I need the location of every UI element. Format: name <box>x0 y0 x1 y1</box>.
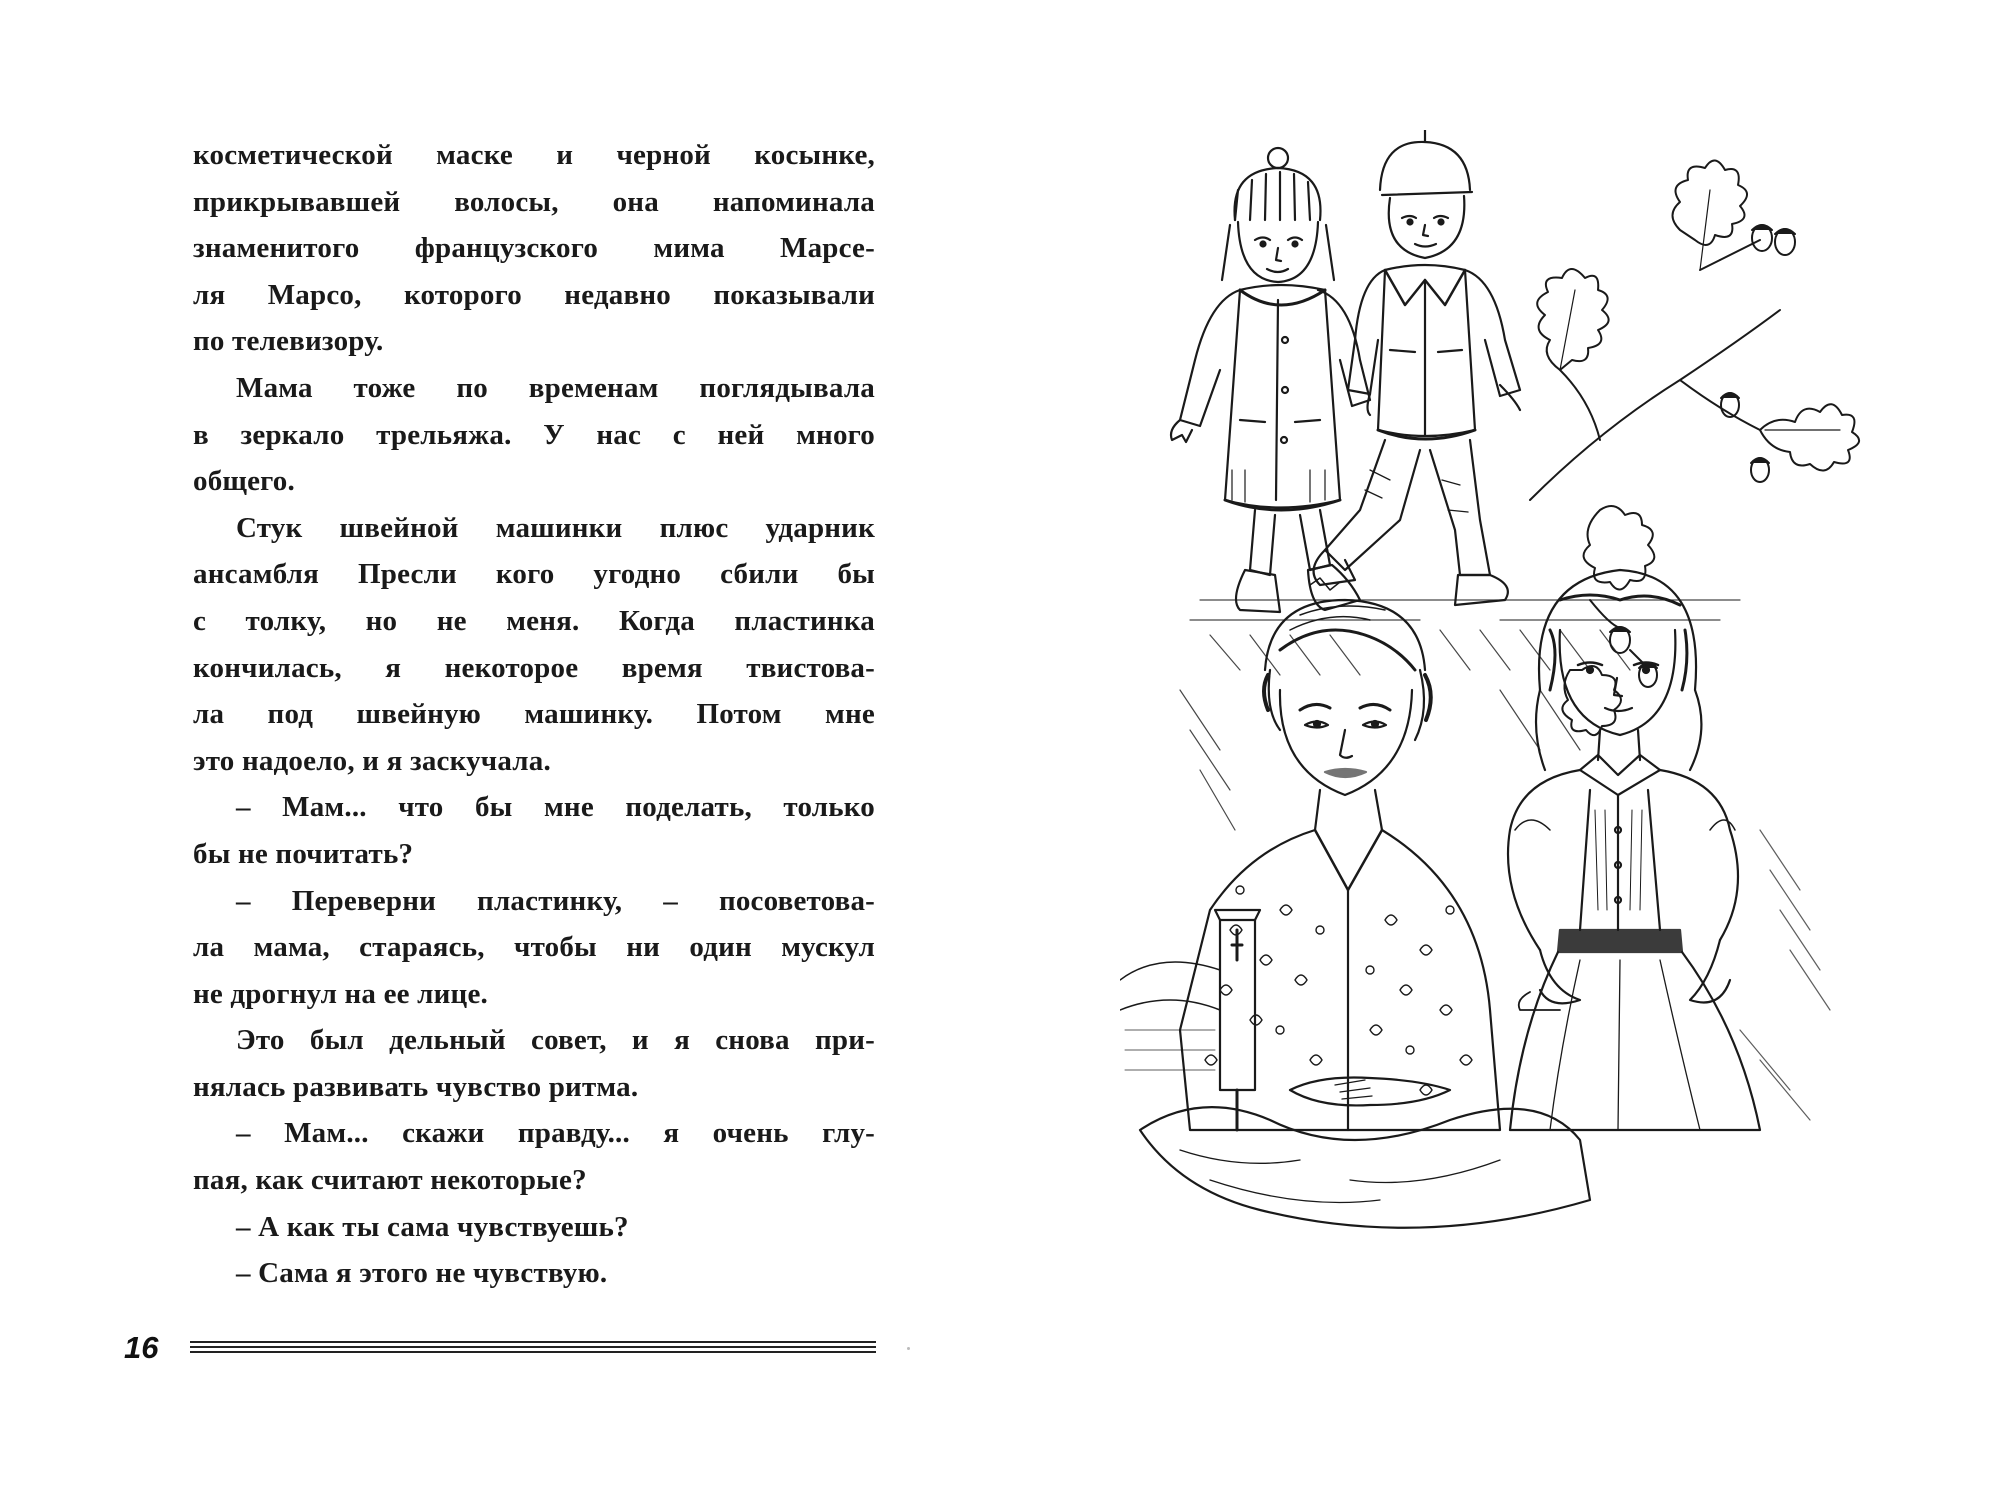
girl-figure <box>1508 570 1830 1130</box>
text-line: ансамбля Пресли кого угодно сбили бы <box>193 558 875 591</box>
footer-rule <box>190 1351 876 1353</box>
text-column <box>193 132 875 1297</box>
text-line: Стук швейной машинки плюс ударник <box>236 511 875 544</box>
print-speck <box>907 1347 910 1350</box>
text-line: знаменитого французского мима Марсе- <box>193 232 875 265</box>
text-line: – Переверни пластинку, – посоветова- <box>236 884 875 917</box>
text-line: Это был дельный совет, и я снова при- <box>236 1024 875 1057</box>
page-number: 16 <box>124 1330 159 1365</box>
text-line: – А как ты сама чувствуешь? <box>236 1210 629 1243</box>
text-line: с толку, но не меня. Когда пластинка <box>193 604 875 637</box>
text-line: общего. <box>193 465 295 498</box>
text-line: Мама тоже по временам поглядывала <box>236 371 875 404</box>
child-right-figure <box>1314 130 1520 605</box>
footer-rule <box>190 1346 876 1348</box>
text-line: косметической маске и черной косынке, <box>193 139 875 171</box>
text-line: по телевизору. <box>193 325 384 358</box>
page-footer <box>124 1328 876 1368</box>
text-line: это надоело, и я заскучала. <box>193 744 551 777</box>
text-line: пая, как считают некоторые? <box>193 1164 587 1197</box>
text-line: бы не почитать? <box>193 837 414 870</box>
text-line: кончилась, я некоторое время твистова- <box>193 651 875 684</box>
text-line: ла мама, стараясь, чтобы ни один мускул <box>193 931 875 964</box>
text-line: нялась развивать чувство ритма. <box>193 1070 639 1103</box>
ground-hatching <box>1180 600 1740 830</box>
text-line: в зеркало трельяжа. У нас с ней много <box>193 418 875 451</box>
text-line: ла под швейную машинку. Потом мне <box>193 698 875 731</box>
footer-rule <box>190 1341 876 1343</box>
floral-pattern <box>1205 886 1472 1095</box>
text-line: ля Марсо, которого недавно показывали <box>193 278 875 311</box>
text-line: – Мам... скажи правду... я очень глу- <box>236 1117 875 1150</box>
text-line: прикрывавшей волосы, она напоминала <box>193 185 875 218</box>
text-line: – Мам... что бы мне поделать, только <box>236 791 875 824</box>
ink-illustration-icon <box>1120 130 1890 1310</box>
child-left-figure <box>1171 148 1370 612</box>
text-line: не дрогнул на ее лице. <box>193 977 488 1010</box>
text-line: – Сама я этого не чувствую. <box>236 1257 608 1290</box>
